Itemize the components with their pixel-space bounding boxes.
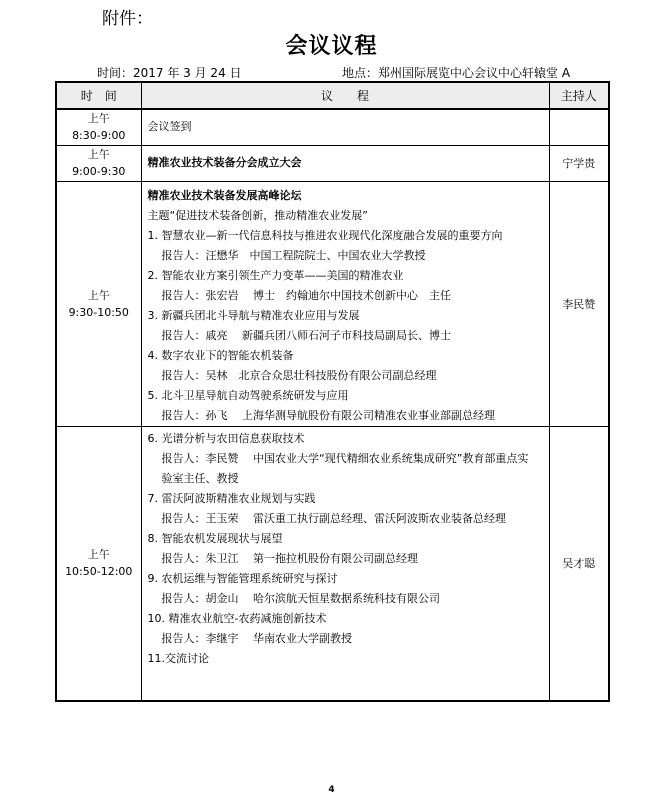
program-item: 8. 智能农机发展现状与展望 [147, 531, 283, 545]
session-program [141, 181, 549, 426]
speaker-line: 报告人：朱卫江 第一拖拉机股份有限公司副总经理 [161, 551, 418, 565]
program-item: 1. 智慧农业—新一代信息科技与推进农业现代化深度融合发展的重要方向 [147, 228, 503, 242]
session-title: 精准农业技术装备发展高峰论坛 [147, 188, 302, 202]
session-title: 精准农业技术装备分会成立大会 [147, 156, 302, 169]
agenda-row [56, 145, 609, 181]
program-item: 3. 新疆兵团北斗导航与精准农业应用与发展 [147, 308, 360, 322]
speaker-line: 报告人：张宏岩 博士 约翰迪尔中国技术创新中心 主任 [161, 288, 451, 302]
speaker-line: 报告人：孙飞 上海华测导航股份有限公司精准农业事业部副总经理 [161, 408, 495, 422]
speaker-line: 报告人：胡金山 哈尔滨航天恒星数据系统科技有限公司 [161, 591, 440, 605]
session-time [56, 109, 141, 145]
page-title: 会议议程 [285, 34, 378, 59]
session-period: 上午 [87, 548, 110, 562]
program-item: 4. 数字农业下的智能农机装备 [147, 348, 294, 362]
speaker-line: 报告人：李继宇 华南农业大学副教授 [161, 631, 352, 645]
speaker-line: 报告人：汪懋华 中国工程院院士、中国农业大学教授 [161, 248, 426, 262]
program-item: 6. 光谱分析与农田信息获取技术 [147, 431, 305, 445]
program-item: 5. 北斗卫星导航自动驾驶系统研发与应用 [147, 388, 349, 402]
session-host: 宁学贵 [549, 145, 609, 181]
program-item: 2. 智能农业方案引领生产力变革——美国的精准农业 [147, 268, 404, 282]
session-period: 上午 [87, 288, 110, 302]
program-item: 9. 农机运维与智能管理系统研究与探讨 [147, 571, 338, 585]
session-range: 9:00-9:30 [72, 165, 126, 178]
speaker-line: 报告人：戚亮 新疆兵团八师石河子市科技局副局长、博士 [161, 328, 451, 342]
meeting-place: 地点：郑州国际展览中心会议中心轩辕堂 A [342, 66, 571, 80]
session-host: 吴才聪 [549, 426, 609, 701]
meeting-time: 时间：2017 年 3 月 24 日 [97, 66, 242, 80]
program-item: 主题“促进技术装备创新，推动精准农业发展” [147, 208, 368, 222]
page-number: 4 [328, 785, 335, 795]
session-range: 8:30-9:00 [72, 129, 126, 143]
speaker-line: 报告人：李民赞 中国农业大学“现代精细农业系统集成研究”教育部重点实 [161, 451, 529, 465]
session-range: 9:30-10:50 [68, 305, 129, 319]
session-program [141, 145, 549, 181]
header-time: 时 间 [56, 82, 141, 109]
speaker-line: 验室主任、教授 [161, 471, 239, 485]
speaker-line: 报告人：王玉荣 雷沃重工执行副总经理、雷沃阿波斯农业装备总经理 [161, 511, 506, 525]
agenda-row [56, 181, 609, 426]
session-range: 10:50-12:00 [65, 565, 133, 579]
annex-label: 附件： [102, 9, 153, 29]
session-program [141, 426, 549, 701]
session-host: 李民赞 [549, 181, 609, 426]
program-item: 7. 雷沃阿波斯精准农业规划与实践 [147, 491, 316, 505]
agenda-header-row [56, 82, 609, 109]
agenda-row [56, 109, 609, 145]
session-time [56, 145, 141, 181]
session-period: 上午 [87, 112, 110, 126]
agenda-table [55, 81, 610, 702]
program-item: 10. 精准农业航空-农药减施创新技术 [147, 611, 327, 625]
session-program [141, 109, 549, 145]
session-time [56, 181, 141, 426]
session-period: 上午 [87, 148, 110, 161]
header-host: 主持人 [549, 82, 609, 109]
agenda-row [56, 426, 609, 701]
speaker-line: 报告人：吴林 北京合众思壮科技股份有限公司副总经理 [161, 368, 437, 382]
program-item: 11.交流讨论 [147, 651, 209, 665]
session-time [56, 426, 141, 701]
header-program: 议 程 [141, 82, 549, 109]
program-item: 会议签到 [147, 120, 192, 134]
session-host [549, 109, 609, 145]
